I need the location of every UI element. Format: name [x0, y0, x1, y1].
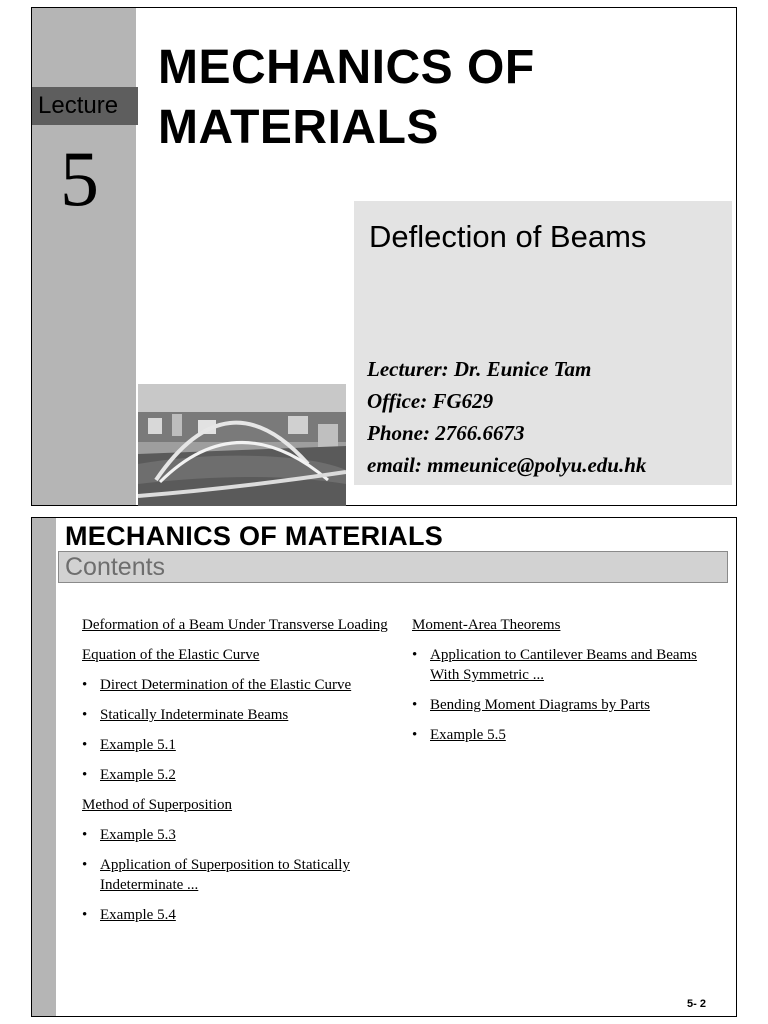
- contents-item[interactable]: • Bending Moment Diagrams by Parts: [412, 695, 712, 715]
- lecture-label: Lecture: [32, 87, 138, 125]
- lecturer-details: [367, 353, 646, 481]
- contents-item[interactable]: • Application of Superposition to Statically Indeterminate ...: [82, 855, 392, 895]
- contents-item[interactable]: • Example 5.2: [82, 765, 392, 785]
- contents-left-column: [82, 615, 392, 935]
- contents-item[interactable]: Moment-Area Theorems: [412, 617, 561, 633]
- slide-heading: MECHANICS OF MATERIALS: [65, 521, 444, 551]
- side-bar: [32, 518, 56, 1016]
- contents-item[interactable]: Method of Superposition: [82, 797, 232, 813]
- page-number: 5- 2: [687, 998, 706, 1010]
- slide-title: [158, 38, 535, 158]
- contents-item[interactable]: Equation of the Elastic Curve: [82, 647, 260, 663]
- title-line-2: MATERIALS: [158, 101, 439, 154]
- office-line: Office: FG629: [367, 389, 494, 413]
- lecture-number: 5: [60, 135, 99, 222]
- contents-right-column: [412, 615, 712, 755]
- title-slide: [31, 7, 737, 506]
- contents-item[interactable]: • Statically Indeterminate Beams: [82, 705, 392, 725]
- contents-item[interactable]: • Application to Cantilever Beams and Beams With Symmetric ...: [412, 645, 712, 685]
- contents-item[interactable]: Deformation of a Beam Under Transverse Loading: [82, 617, 388, 633]
- phone-line: Phone: 2766.6673: [367, 421, 525, 445]
- side-bar: [32, 8, 136, 505]
- bridge-photo: [138, 384, 346, 506]
- contents-item[interactable]: • Example 5.1: [82, 735, 392, 755]
- contents-item[interactable]: • Example 5.5: [412, 725, 712, 745]
- contents-item[interactable]: • Direct Determination of the Elastic Curve: [82, 675, 392, 695]
- contents-item[interactable]: • Example 5.4: [82, 905, 392, 925]
- bridge-image-icon: [138, 384, 346, 506]
- info-box: [354, 201, 732, 485]
- lecturer-line: Lecturer: Dr. Eunice Tam: [367, 357, 592, 381]
- title-line-1: MECHANICS OF: [158, 41, 535, 94]
- contents-item[interactable]: • Example 5.3: [82, 825, 392, 845]
- contents-bar: [58, 551, 728, 583]
- email-line: email: mmeunice@polyu.edu.hk: [367, 453, 647, 477]
- contents-label: Contents: [65, 553, 166, 581]
- lecture-subtitle: Deflection of Beams: [369, 219, 647, 254]
- contents-slide: [31, 517, 737, 1017]
